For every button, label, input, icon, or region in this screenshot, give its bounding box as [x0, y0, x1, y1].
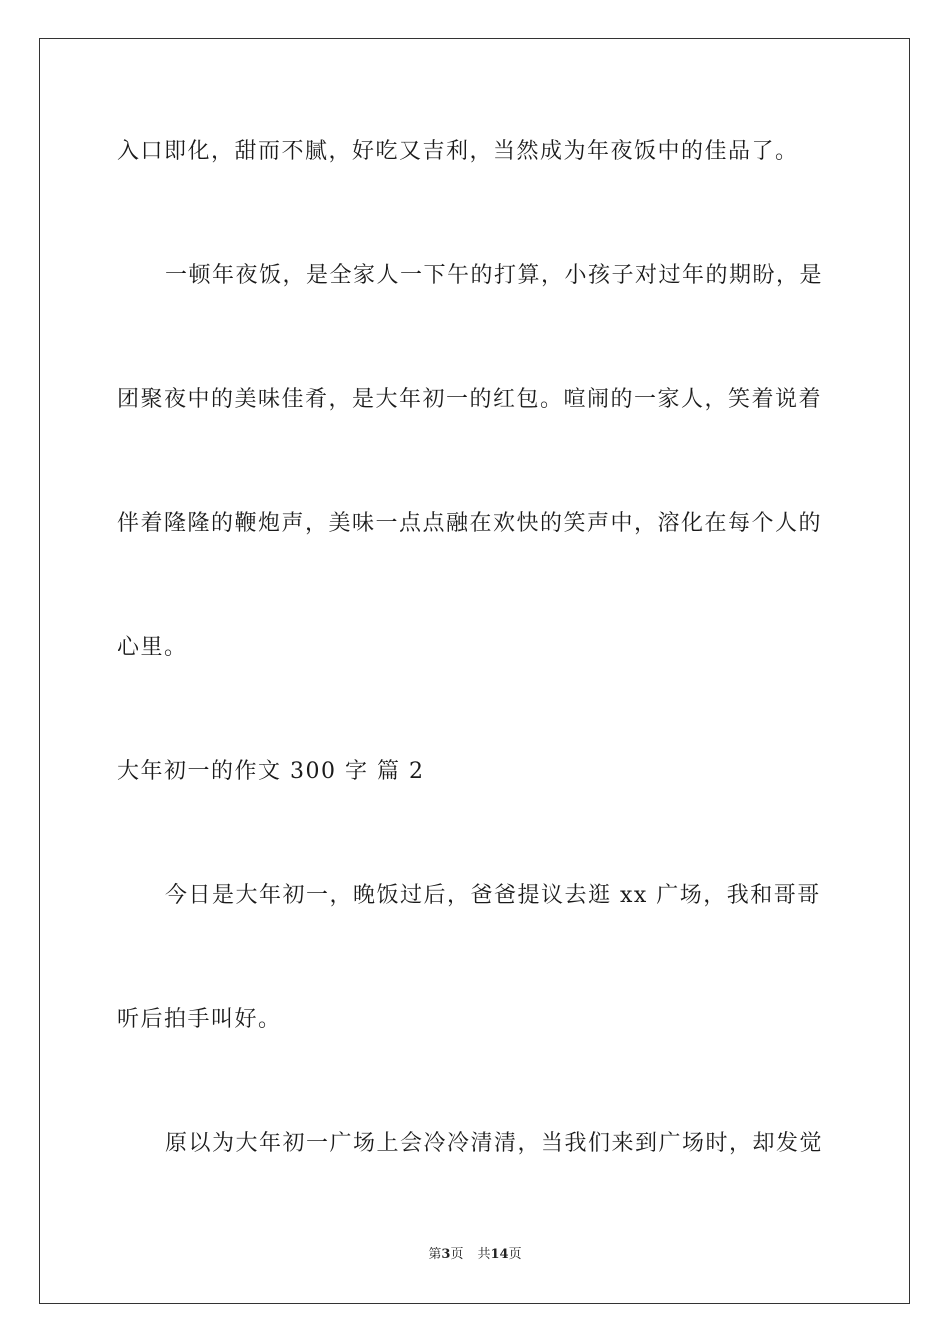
footer-page-suffix: 页	[450, 1247, 464, 1262]
paragraph-line-8: 原以为大年初一广场上会冷冷清清，当我们来到广场时，却发觉	[165, 1131, 824, 1156]
page-footer	[0, 1246, 950, 1264]
page-frame	[39, 38, 910, 1304]
paragraph-line-1: 入口即化，甜而不腻，好吃又吉利，当然成为年夜饭中的佳品了。	[117, 139, 799, 164]
footer-page-prefix: 第	[428, 1247, 442, 1262]
paragraph-line-5: 心里。	[117, 635, 188, 660]
paragraph-line-7: 听后拍手叫好。	[117, 1007, 282, 1032]
footer-total-suffix: 页	[508, 1247, 522, 1262]
paragraph-line-2: 一顿年夜饭，是全家人一下午的打算，小孩子对过年的期盼，是	[165, 263, 824, 288]
footer-total-number: 14	[490, 1247, 509, 1262]
paragraph-line-4: 伴着隆隆的鞭炮声，美味一点点融在欢快的笑声中，溶化在每个人的	[117, 511, 823, 536]
section-heading: 大年初一的作文 300 字 篇 2	[117, 759, 425, 784]
paragraph-line-3: 团聚夜中的美味佳肴，是大年初一的红包。喧闹的一家人，笑着说着	[117, 387, 823, 412]
footer-page-number: 3	[441, 1247, 451, 1262]
footer-total-prefix: 共	[477, 1247, 491, 1262]
paragraph-line-6: 今日是大年初一，晚饭过后，爸爸提议去逛 xx 广场，我和哥哥	[165, 883, 821, 908]
